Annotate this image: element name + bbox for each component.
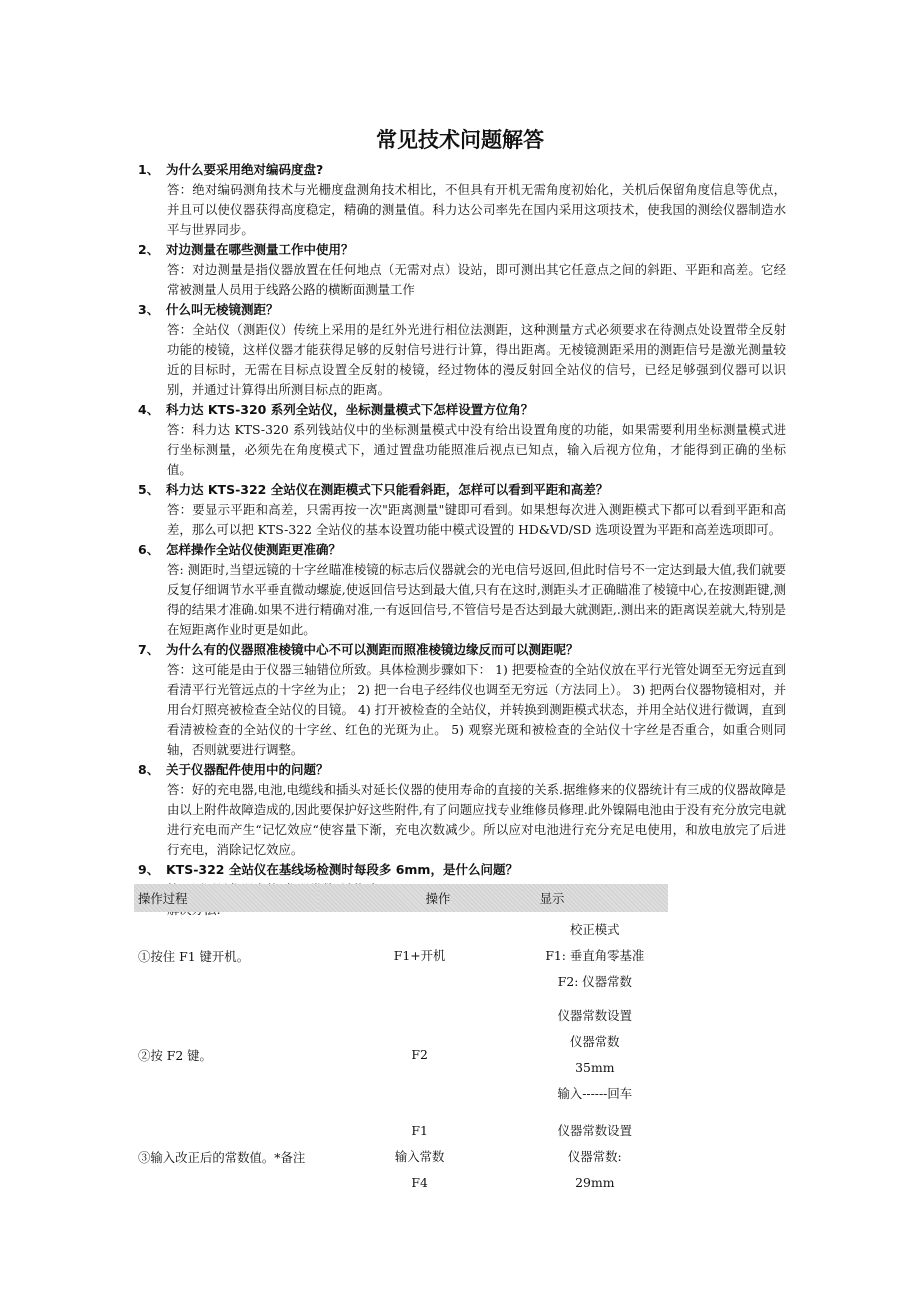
question <box>138 400 786 420</box>
table-header-row <box>134 884 668 912</box>
question <box>138 160 786 180</box>
question-number: 1、 <box>138 162 160 177</box>
display-line: 校正模式 <box>570 922 620 937</box>
process-cell: ③输入改正后的常数值。*备注 <box>138 1150 306 1165</box>
operation-cell <box>318 912 522 1000</box>
header-cell-operation: 操作 <box>318 884 522 912</box>
question-text: 科力达 KTS-320 系列全站仪，坐标测量模式下怎样设置方位角？ <box>166 402 534 417</box>
question-number: 4、 <box>138 402 160 417</box>
answer-text: 答：好的充电器,电池,电缆线和插头对延长仪器的使用寿命的直接的关系.据维修来的仪器统计有三成的仪器故障是由以上附件故障造成的,因此要保护好这些附件,有了问题应找专业维修员修理.此外镍隔电池由于没有充分放完电就进行充电而产生“记忆效应“使容量下渐，充电次数减少。所以应对电池进行充分充足电使用，和放电放完了后进行充电，消除记忆效应。 <box>167 782 786 857</box>
operation-line: F2 <box>411 1047 428 1062</box>
qa-item <box>138 480 786 540</box>
question-number: 9、 <box>138 862 160 877</box>
answer-text: 答：科力达 KTS-320 系列钱站仪中的坐标测量模式中没有给出设置角度的功能，如果需要利用坐标测量模式进行坐标测量，必须先在角度模式下，通过置盘功能照准后视点已知点，输入后视方位角，才能得到正确的坐标值。 <box>167 422 786 477</box>
question <box>138 640 786 660</box>
table-row <box>134 1000 668 1110</box>
qa-list <box>138 160 786 920</box>
operation-line: F4 <box>411 1175 428 1190</box>
operation-line: F1 <box>411 1123 428 1138</box>
question-text: 科力达 KTS-322 全站仪在测距模式下只能看斜距，怎样可以看到平距和高差？ <box>166 482 609 497</box>
question-text: 为什么有的仪器照准棱镜中心不可以测距而照准棱镜边缘反而可以测距呢？ <box>166 642 579 657</box>
display-line: 仪器常数: <box>567 1149 622 1164</box>
display-line: F2: 仪器常数 <box>557 974 632 989</box>
question-number: 8、 <box>138 762 160 777</box>
answer-text: 答: 测距时,当望远镜的十字丝瞄准棱镜的标志后仪器就会的光电信号返回,但此时信号不一定达到最大值,我们就要反复仔细调节水平垂直微动螺旋,使返回信号达到最大值,只有在这时,测距头才正确瞄准了棱镜中心,在按测距键,测得的结果才准确.如果不进行精确对准,一有返回信号,不管信号是否达到最大就测距,.测出来的距离误差就大,特别是在短距离作业时更是如此。 <box>167 562 786 637</box>
process-cell: ①按住 F1 键开机。 <box>138 949 250 964</box>
display-line: 35mm <box>575 1060 615 1075</box>
qa-item <box>138 240 786 300</box>
qa-item <box>138 160 786 240</box>
answer-text: 答：对边测量是指仪器放置在任何地点（无需对点）设站，即可测出其它任意点之间的斜距、平距和高差。它经常被测量人员用于线路公路的横断面测量工作 <box>167 262 786 297</box>
display-line: 仪器常数设置 <box>557 1008 632 1023</box>
header-cell-display: 显示 <box>522 884 668 912</box>
qa-item <box>138 760 786 860</box>
procedure-table <box>134 884 668 1204</box>
question <box>138 540 786 560</box>
display-line: 仪器常数 <box>570 1034 620 1049</box>
table-row <box>134 912 668 1000</box>
display-cell <box>522 1000 668 1110</box>
question-text: KTS-322 全站仪在基线场检测时每段多 6mm，是什么问题？ <box>166 862 518 877</box>
qa-item <box>138 300 786 400</box>
question-text: 什么叫无棱镜测距？ <box>166 302 279 317</box>
question-text: 关于仪器配件使用中的问题？ <box>166 762 329 777</box>
question-text: 怎样操作全站仪使测距更准确？ <box>166 542 342 557</box>
question <box>138 240 786 260</box>
header-cell-process: 操作过程 <box>134 884 318 912</box>
question-number: 2、 <box>138 242 160 257</box>
question-text: 为什么要采用绝对编码度盘? <box>166 162 324 177</box>
question <box>138 760 786 780</box>
qa-item <box>138 640 786 760</box>
answer-text: 答：全站仪（测距仪）传统上采用的是红外光进行相位法测距，这种测量方式必须要求在待测点处设置带全反射功能的棱镜，这样仪器才能获得足够的反射信号进行计算，得出距离。无棱镜测距采用的测距信号是激光测量较近的目标时，无需在目标点设置全反射的棱镜，经过物体的漫反射回全站仪的信号，已经足够强到仪器可以识别，并通过计算得出所测目标点的距离。 <box>167 322 786 397</box>
process-cell: ②按 F2 键。 <box>138 1048 212 1063</box>
question-number: 6、 <box>138 542 160 557</box>
answer-text: 答：要显示平距和高差，只需再按一次"距离测量"键即可看到。如果想每次进入测距模式下都可以看到平距和高差，那么可以把 KTS-322 全站仪的基本设置功能中模式设置的 HD&VD/SD 选项设置为平距和高差选项即可。 <box>167 502 786 537</box>
table-row <box>134 1110 668 1204</box>
display-line: 仪器常数设置 <box>557 1123 632 1138</box>
question-number: 7、 <box>138 642 160 657</box>
operation-cell <box>318 1110 522 1204</box>
qa-item <box>138 400 786 480</box>
display-line: 29mm <box>575 1175 615 1190</box>
page-title: 常见技术问题解答 <box>376 128 544 152</box>
operation-cell <box>318 1000 522 1110</box>
operation-line: F1+开机 <box>393 948 446 963</box>
question-number: 3、 <box>138 302 160 317</box>
display-line: F1: 垂直角零基准 <box>545 948 645 963</box>
question <box>138 480 786 500</box>
display-cell <box>522 1110 668 1204</box>
question <box>138 300 786 320</box>
operation-line: 输入常数 <box>394 1149 445 1164</box>
display-line: 输入------回车 <box>557 1086 633 1101</box>
answer-text: 答：这可能是由于仪器三轴错位所致。具体检测步骤如下： 1) 把要检查的全站仪放在平行光管处调至无穷远直到看清平行光管远点的十字丝为止； 2) 把一台电子经纬仪也调至无穷远（方法同上）。 3) 把两台仪器物镜相对，并用台灯照亮被检查全站仪的目镜。 4) 打开被检查的全站仪，并转换到测距模式状态，并用全站仪进行微调，直到看清被检查的全站仪的十字丝、红色的光斑为止。 5) 观察光斑和被检查的全站仪十字丝是否重合，如重合则同轴，否则就要进行调整。 <box>167 662 786 757</box>
question-number: 5、 <box>138 482 160 497</box>
answer-text: 答：绝对编码测角技术与光栅度盘测角技术相比，不但具有开机无需角度初始化，关机后保留角度信息等优点，并且可以使仪器获得高度稳定，精确的测量值。科力达公司率先在国内采用这项技术，使我国的测绘仪器制造水平与世界同步。 <box>167 182 786 237</box>
question-text: 对边测量在哪些测量工作中使用？ <box>166 242 354 257</box>
question <box>138 860 786 880</box>
qa-item <box>138 540 786 640</box>
display-cell <box>522 912 668 1000</box>
